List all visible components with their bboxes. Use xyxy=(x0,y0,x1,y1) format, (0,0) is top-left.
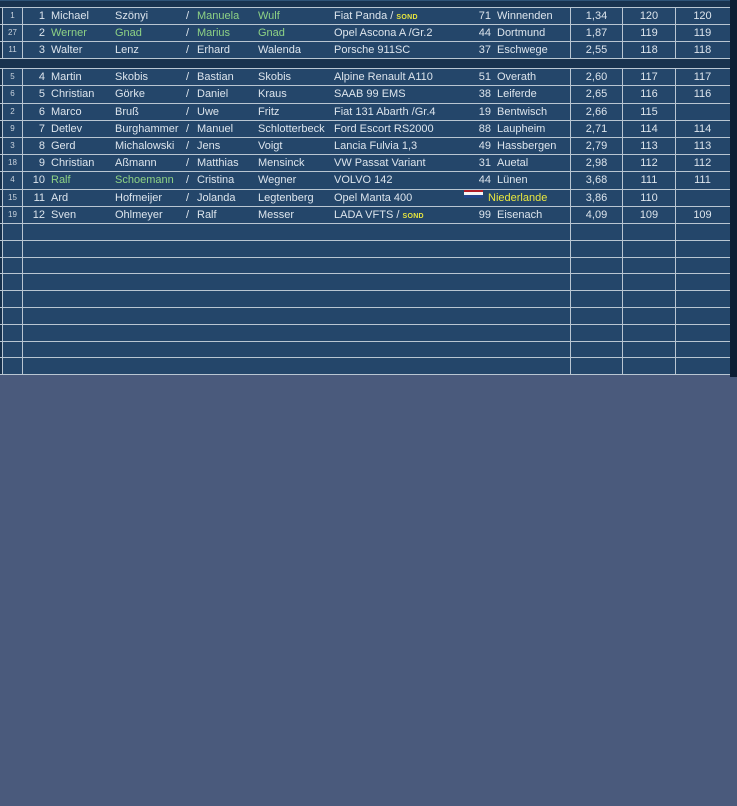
points2-cell[interactable]: 109 xyxy=(675,207,729,223)
points-cell[interactable]: 118 xyxy=(622,42,675,58)
car-name xyxy=(334,69,433,85)
empty-points2-cell[interactable] xyxy=(675,308,729,324)
empty-row xyxy=(0,291,730,308)
flag-stripe xyxy=(464,195,483,198)
empty-start-number-cell[interactable] xyxy=(2,258,23,274)
codriver-last-name: Fritz xyxy=(258,105,280,118)
car-name xyxy=(334,138,417,154)
empty-points-cell[interactable] xyxy=(622,358,675,374)
driver-last-name: Gnad xyxy=(115,26,142,39)
crew-separator: / xyxy=(186,174,190,187)
crew-separator: / xyxy=(186,26,190,39)
codriver-first-name: Bastian xyxy=(197,71,234,84)
empty-value-cell[interactable] xyxy=(570,308,622,324)
position-number: 2 xyxy=(38,26,45,39)
value-cell[interactable]: 1,34 xyxy=(570,8,622,24)
hometown: Bentwisch xyxy=(497,105,548,118)
value-cell[interactable]: 3,86 xyxy=(570,190,622,206)
empty-row xyxy=(0,258,730,275)
results-table xyxy=(0,0,730,375)
position-number: 7 xyxy=(38,122,45,135)
car-name-text: Ford Escort RS2000 xyxy=(334,122,434,135)
car-name xyxy=(334,207,424,223)
hometown: Winnenden xyxy=(497,9,553,22)
value-cell[interactable]: 2,71 xyxy=(570,121,622,137)
empty-entry-cell[interactable] xyxy=(23,358,570,374)
result-group-top xyxy=(0,8,730,60)
crew-separator: / xyxy=(186,157,190,170)
result-row xyxy=(0,86,730,103)
netherlands-flag-icon xyxy=(464,190,483,198)
driver-first-name: Martin xyxy=(51,71,82,84)
empty-row xyxy=(0,308,730,325)
result-row xyxy=(0,190,730,207)
position-number: 6 xyxy=(38,105,45,118)
driver-last-name: Lenz xyxy=(115,43,139,56)
driver-first-name: Ralf xyxy=(51,174,71,187)
entry-cell[interactable] xyxy=(23,207,570,223)
crew-separator: / xyxy=(186,9,190,22)
entry-cell[interactable] xyxy=(23,86,570,102)
driver-last-name: Aßmann xyxy=(115,157,157,170)
empty-points-cell[interactable] xyxy=(622,241,675,257)
empty-points2-cell[interactable] xyxy=(675,291,729,307)
position-number: 11 xyxy=(33,191,45,204)
driver-last-name: Ohlmeyer xyxy=(115,208,163,221)
start-number-cell[interactable]: 2 xyxy=(2,104,23,120)
car-name-text: Fiat Panda / xyxy=(334,9,394,22)
empty-row xyxy=(0,358,730,375)
codriver-last-name: Kraus xyxy=(258,88,287,101)
codriver-first-name: Jens xyxy=(197,140,221,152)
entry-cell[interactable] xyxy=(23,42,570,58)
points2-cell[interactable]: 120 xyxy=(675,8,729,24)
car-name-text: Porsche 911SC xyxy=(334,43,411,56)
start-number-cell[interactable]: 19 xyxy=(2,207,23,223)
result-group-main xyxy=(0,69,730,224)
table-right-edge xyxy=(730,0,737,377)
position-number: 3 xyxy=(38,43,45,56)
hometown: Overath xyxy=(497,71,537,84)
points2-cell[interactable]: 112 xyxy=(675,155,729,171)
position-number: 5 xyxy=(38,88,45,101)
driver-last-name: Szönyi xyxy=(115,9,149,22)
result-row xyxy=(0,69,730,86)
empty-entry-cell[interactable] xyxy=(23,291,570,307)
car-sond-label: SOND xyxy=(402,212,424,220)
driver-first-name: Marco xyxy=(51,105,82,118)
car-number: 44 xyxy=(478,26,491,39)
crew-separator: / xyxy=(186,122,190,135)
driver-first-name: Sven xyxy=(51,208,77,221)
empty-entry-cell[interactable] xyxy=(23,258,570,274)
codriver-first-name: Uwe xyxy=(197,105,220,118)
crew-separator: / xyxy=(186,43,190,56)
empty-start-number-cell[interactable] xyxy=(2,291,23,307)
codriver-first-name: Ralf xyxy=(197,208,217,221)
points-cell[interactable]: 113 xyxy=(622,138,675,154)
driver-first-name: Detlev xyxy=(51,122,83,135)
codriver-last-name: Legtenberg xyxy=(258,191,314,204)
empty-points2-cell[interactable] xyxy=(675,258,729,274)
result-row xyxy=(0,207,730,224)
codriver-first-name: Cristina xyxy=(197,174,235,187)
points2-cell[interactable]: 111 xyxy=(675,172,729,188)
entry-cell[interactable] xyxy=(23,138,570,154)
car-name xyxy=(334,8,418,24)
car-name xyxy=(334,86,406,102)
empty-start-number-cell[interactable] xyxy=(2,274,23,290)
points2-cell[interactable] xyxy=(675,104,729,120)
driver-first-name: Walter xyxy=(51,43,83,56)
empty-row xyxy=(0,342,730,359)
hometown: Hassbergen xyxy=(497,140,557,152)
driver-last-name: Skobis xyxy=(115,71,149,84)
driver-first-name: Christian xyxy=(51,88,95,101)
hometown: Lünen xyxy=(497,174,528,187)
empty-value-cell[interactable] xyxy=(570,224,622,240)
empty-points2-cell[interactable] xyxy=(675,325,729,341)
points2-cell[interactable]: 119 xyxy=(675,25,729,41)
car-name-text: Fiat 131 Abarth /Gr.4 xyxy=(334,105,436,118)
empty-entry-cell[interactable] xyxy=(23,342,570,358)
entry-cell[interactable] xyxy=(23,69,570,85)
value-cell[interactable]: 4,09 xyxy=(570,207,622,223)
empty-start-number-cell[interactable] xyxy=(2,325,23,341)
points2-cell[interactable]: 114 xyxy=(675,121,729,137)
empty-rows-area xyxy=(0,224,730,375)
entry-cell[interactable] xyxy=(23,172,570,188)
codriver-last-name: Skobis xyxy=(258,71,292,84)
value-cell[interactable]: 2,55 xyxy=(570,42,622,58)
car-number: 99 xyxy=(478,208,491,221)
empty-start-number-cell[interactable] xyxy=(2,224,23,240)
hometown: Leiferde xyxy=(497,88,537,101)
driver-last-name: Michalowski xyxy=(115,140,175,152)
start-number-cell[interactable]: 27 xyxy=(2,25,23,41)
driver-last-name: Hofmeijer xyxy=(115,191,163,204)
points2-cell[interactable] xyxy=(675,190,729,206)
empty-start-number-cell[interactable] xyxy=(2,241,23,257)
value-cell[interactable]: 1,87 xyxy=(570,25,622,41)
empty-points-cell[interactable] xyxy=(622,325,675,341)
empty-points-cell[interactable] xyxy=(622,291,675,307)
empty-value-cell[interactable] xyxy=(570,358,622,374)
value-cell[interactable]: 2,66 xyxy=(570,104,622,120)
car-name xyxy=(334,155,426,171)
driver-first-name: Michael xyxy=(51,9,89,22)
driver-first-name: Christian xyxy=(51,157,95,170)
empty-row xyxy=(0,325,730,342)
driver-first-name: Gerd xyxy=(51,140,76,152)
codriver-last-name: Schlotterbeck xyxy=(258,122,325,135)
value-cell[interactable]: 2,79 xyxy=(570,138,622,154)
position-number: 12 xyxy=(32,208,45,221)
value-cell[interactable]: 2,65 xyxy=(570,86,622,102)
codriver-first-name: Matthias xyxy=(197,157,239,170)
position-number: 9 xyxy=(38,157,45,170)
car-name-text: SAAB 99 EMS xyxy=(334,88,406,101)
start-number-cell[interactable]: 18 xyxy=(2,155,23,171)
codriver-first-name: Erhard xyxy=(197,43,231,56)
result-row xyxy=(0,42,730,59)
crew-separator: / xyxy=(186,105,190,118)
points2-cell[interactable]: 116 xyxy=(675,86,729,102)
empty-start-number-cell[interactable] xyxy=(2,358,23,374)
points2-cell[interactable]: 118 xyxy=(675,42,729,58)
group-separator-band xyxy=(0,59,730,69)
entry-cell[interactable] xyxy=(23,121,570,137)
points-cell[interactable]: 114 xyxy=(622,121,675,137)
entry-cell[interactable] xyxy=(23,104,570,120)
empty-row xyxy=(0,274,730,291)
empty-value-cell[interactable] xyxy=(570,274,622,290)
start-number-cell[interactable]: 11 xyxy=(2,42,23,58)
car-name-text: Opel Ascona A /Gr.2 xyxy=(334,26,433,39)
entry-cell[interactable] xyxy=(23,25,570,41)
empty-points2-cell[interactable] xyxy=(675,358,729,374)
crew-separator: / xyxy=(186,71,190,84)
car-number: 88 xyxy=(478,122,491,135)
empty-points-cell[interactable] xyxy=(622,342,675,358)
empty-points2-cell[interactable] xyxy=(675,274,729,290)
empty-entry-cell[interactable] xyxy=(23,274,570,290)
empty-start-number-cell[interactable] xyxy=(2,342,23,358)
empty-points-cell[interactable] xyxy=(622,224,675,240)
car-number: 31 xyxy=(478,157,491,170)
points-cell[interactable]: 109 xyxy=(622,207,675,223)
result-row xyxy=(0,8,730,25)
empty-entry-cell[interactable] xyxy=(23,308,570,324)
codriver-last-name: Voigt xyxy=(258,140,283,152)
empty-points-cell[interactable] xyxy=(622,258,675,274)
codriver-first-name: Daniel xyxy=(197,88,229,101)
entry-cell[interactable] xyxy=(23,8,570,24)
car-name-text: VW Passat Variant xyxy=(334,157,426,170)
empty-entry-cell[interactable] xyxy=(23,241,570,257)
result-row xyxy=(0,138,730,155)
points-cell[interactable]: 117 xyxy=(622,69,675,85)
hometown: Eisenach xyxy=(497,208,543,221)
empty-value-cell[interactable] xyxy=(570,258,622,274)
empty-row xyxy=(0,224,730,241)
driver-last-name: Schoemann xyxy=(115,174,174,187)
car-name-text: Lancia Fulvia 1,3 xyxy=(334,140,418,152)
empty-value-cell[interactable] xyxy=(570,325,622,341)
empty-points-cell[interactable] xyxy=(622,274,675,290)
codriver-last-name: Messer xyxy=(258,208,295,221)
codriver-first-name: Manuel xyxy=(197,122,234,135)
codriver-last-name: Walenda xyxy=(258,43,302,56)
points-cell[interactable]: 111 xyxy=(622,172,675,188)
empty-points2-cell[interactable] xyxy=(675,241,729,257)
codriver-first-name: Marius xyxy=(197,26,231,39)
codriver-last-name: Wegner xyxy=(258,174,297,187)
empty-value-cell[interactable] xyxy=(570,342,622,358)
start-number-cell[interactable]: 6 xyxy=(2,86,23,102)
car-number: 51 xyxy=(478,71,491,84)
codriver-first-name: Manuela xyxy=(197,9,240,22)
driver-first-name: Werner xyxy=(51,26,87,39)
start-number-cell[interactable]: 4 xyxy=(2,172,23,188)
hometown: Niederlande xyxy=(488,191,548,204)
driver-last-name: Burghammer xyxy=(115,122,179,135)
hometown: Eschwege xyxy=(497,43,548,56)
empty-start-number-cell[interactable] xyxy=(2,308,23,324)
hometown: Laupheim xyxy=(497,122,546,135)
car-number: 38 xyxy=(478,88,491,101)
empty-entry-cell[interactable] xyxy=(23,224,570,240)
start-number-cell[interactable]: 5 xyxy=(2,69,23,85)
value-cell[interactable]: 3,68 xyxy=(570,172,622,188)
codriver-first-name: Jolanda xyxy=(197,191,236,204)
value-cell[interactable]: 2,60 xyxy=(570,69,622,85)
empty-row xyxy=(0,241,730,258)
codriver-last-name: Gnad xyxy=(258,26,285,39)
driver-first-name: Ard xyxy=(51,191,69,204)
empty-value-cell[interactable] xyxy=(570,241,622,257)
points-cell[interactable]: 115 xyxy=(622,104,675,120)
hometown: Dortmund xyxy=(497,26,546,39)
hometown: Auetal xyxy=(497,157,529,170)
points2-cell[interactable]: 117 xyxy=(675,69,729,85)
crew-separator: / xyxy=(186,140,190,152)
empty-points2-cell[interactable] xyxy=(675,224,729,240)
start-number-cell[interactable]: 15 xyxy=(2,190,23,206)
points-cell[interactable]: 116 xyxy=(622,86,675,102)
entry-cell[interactable] xyxy=(23,190,570,206)
points-cell[interactable]: 112 xyxy=(622,155,675,171)
points2-cell[interactable]: 113 xyxy=(675,138,729,154)
start-number-cell[interactable]: 1 xyxy=(2,8,23,24)
car-name xyxy=(334,104,436,120)
position-number: 1 xyxy=(38,9,45,22)
points-cell[interactable]: 120 xyxy=(622,8,675,24)
points-cell[interactable]: 119 xyxy=(622,25,675,41)
value-cell[interactable]: 2,98 xyxy=(570,155,622,171)
result-row xyxy=(0,172,730,189)
crew-separator: / xyxy=(186,191,190,204)
codriver-last-name: Mensinck xyxy=(258,157,305,170)
empty-points-cell[interactable] xyxy=(622,308,675,324)
position-number: 10 xyxy=(32,174,45,187)
car-number: 44 xyxy=(478,174,491,187)
empty-entry-cell[interactable] xyxy=(23,325,570,341)
empty-points2-cell[interactable] xyxy=(675,342,729,358)
position-number: 8 xyxy=(38,140,45,152)
car-name xyxy=(334,121,434,137)
car-number: 37 xyxy=(478,43,491,56)
car-name xyxy=(334,190,412,206)
car-name-text: VOLVO 142 xyxy=(334,174,393,187)
car-number: 19 xyxy=(478,105,491,118)
points-cell[interactable]: 110 xyxy=(622,190,675,206)
car-name-text: LADA VFTS / xyxy=(334,208,400,221)
start-number-cell[interactable]: 3 xyxy=(2,138,23,154)
codriver-last-name: Wulf xyxy=(258,9,280,22)
car-number: 71 xyxy=(478,9,491,22)
driver-last-name: Görke xyxy=(115,88,145,101)
car-number: 49 xyxy=(478,140,491,152)
car-sond-label: SOND xyxy=(396,13,418,21)
result-row xyxy=(0,121,730,138)
car-name-text: Opel Manta 400 xyxy=(334,191,413,204)
empty-value-cell[interactable] xyxy=(570,291,622,307)
crew-separator: / xyxy=(186,208,190,221)
start-number-cell[interactable]: 9 xyxy=(2,121,23,137)
crew-separator: / xyxy=(186,88,190,101)
driver-last-name: Bruß xyxy=(115,105,139,118)
top-band xyxy=(0,0,730,8)
entry-cell[interactable] xyxy=(23,155,570,171)
position-number: 4 xyxy=(38,71,45,84)
result-row xyxy=(0,25,730,42)
car-name-text: Alpine Renault A110 xyxy=(334,71,433,84)
result-row xyxy=(0,104,730,121)
car-name xyxy=(334,42,410,58)
result-row xyxy=(0,155,730,172)
car-name xyxy=(334,172,393,188)
car-name xyxy=(334,25,432,41)
